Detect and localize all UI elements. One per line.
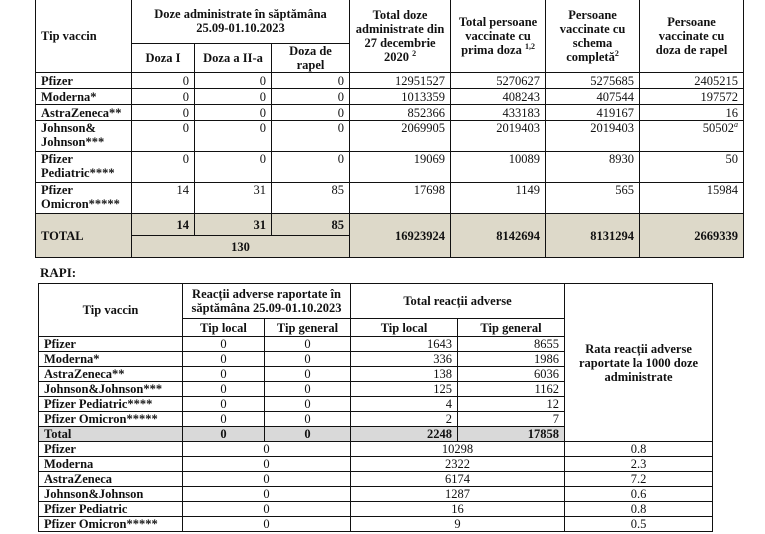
total-sum-value: 1287 <box>351 487 565 502</box>
doza-ii-value: 0 <box>195 73 272 89</box>
total-local-value: 336 <box>351 352 458 367</box>
vaccin-name: AstraZeneca** <box>39 367 183 382</box>
weekly-general-value: 0 <box>265 337 351 352</box>
weekly-sum-value: 0 <box>183 457 351 472</box>
total-general-value: 1986 <box>458 352 565 367</box>
total-sum-value: 2322 <box>351 457 565 472</box>
booster-value: 197572 <box>640 89 744 105</box>
weekly-sum-value: 0 <box>183 442 351 457</box>
table-row <box>36 152 744 183</box>
summary-row <box>39 442 713 457</box>
table-row <box>36 89 744 105</box>
complete-value: 407544 <box>546 89 640 105</box>
table-row <box>36 121 744 152</box>
summary-row <box>39 502 713 517</box>
header-weekly-local: Tip local <box>183 319 265 337</box>
header-doza-ii: Doza a II-a <box>195 44 272 73</box>
total-booster-sum: 2669339 <box>640 214 744 258</box>
doza-i-value: 0 <box>132 105 195 121</box>
total-general-value: 6036 <box>458 367 565 382</box>
doza-ii-value: 0 <box>195 105 272 121</box>
weekly-general-value: 0 <box>265 352 351 367</box>
first-dose-value: 1149 <box>451 183 546 214</box>
header-total-general: Tip general <box>458 319 565 337</box>
first-dose-value: 5270627 <box>451 73 546 89</box>
weekly-local-value: 0 <box>183 337 265 352</box>
total-doses-value: 2069905 <box>350 121 451 152</box>
total-row <box>36 214 744 236</box>
vaccin-name: AstraZeneca <box>39 472 183 487</box>
weekly-general-value: 0 <box>265 382 351 397</box>
rate-value: 0.6 <box>565 487 713 502</box>
total-first-dose-sum: 8142694 <box>451 214 546 258</box>
header-total-reactions: Total reacții adverse <box>351 284 565 319</box>
header-rate: Rata reacții adverse raportate la 1000 doze administrate <box>565 284 713 442</box>
total-doses-value: 19069 <box>350 152 451 183</box>
rate-value: 7.2 <box>565 472 713 487</box>
total-complete-sum: 8131294 <box>546 214 640 258</box>
complete-value: 8930 <box>546 152 640 183</box>
first-dose-value: 2019403 <box>451 121 546 152</box>
total-local-sum: 2248 <box>351 427 458 442</box>
booster-value: 50502$^a$ <box>640 121 744 152</box>
total-general-value: 8655 <box>458 337 565 352</box>
vaccin-name: Johnson& Johnson*** <box>36 121 132 152</box>
rate-value: 0.8 <box>565 502 713 517</box>
weekly-sum-value: 0 <box>183 517 351 532</box>
total-doza-i: 14 <box>132 214 195 236</box>
doza-ii-value: 0 <box>195 121 272 152</box>
total-local-value: 138 <box>351 367 458 382</box>
weekly-local-value: 0 <box>183 412 265 427</box>
header-weekly-reactions: Reacții adverse raportate în săptămâna 25.09-01.10.2023 <box>183 284 351 319</box>
total-doza-ii: 31 <box>195 214 272 236</box>
total-general-value: 1162 <box>458 382 565 397</box>
header-weekly-doses: Doze administrate în săptămâna 25.09-01.10.2023 <box>132 0 350 44</box>
vaccin-name: Pfizer <box>39 442 183 457</box>
header-booster-persons: Persoane vaccinate cu doza de rapel <box>640 0 744 73</box>
summary-row <box>39 487 713 502</box>
doza-rapel-value: 0 <box>272 121 350 152</box>
first-dose-value: 433183 <box>451 105 546 121</box>
rate-value: 0.8 <box>565 442 713 457</box>
complete-value: 2019403 <box>546 121 640 152</box>
vaccin-name: Pfizer Pediatric <box>39 502 183 517</box>
weekly-local-value: 0 <box>183 397 265 412</box>
vaccination-doses-table <box>35 0 744 258</box>
total-weekly-sum: 130 <box>132 236 350 258</box>
total-general-value: 7 <box>458 412 565 427</box>
weekly-general-value: 0 <box>265 367 351 382</box>
total-weekly-local: 0 <box>183 427 265 442</box>
vaccin-name: Pfizer Omicron***** <box>39 412 183 427</box>
table-row <box>36 183 744 214</box>
doza-i-value: 0 <box>132 89 195 105</box>
header-doza-i: Doza I <box>132 44 195 73</box>
header-total-doses: Total doze administrate din 27 decembrie 2020 $^2$ <box>350 0 451 73</box>
doza-rapel-value: 0 <box>272 105 350 121</box>
doza-i-value: 0 <box>132 73 195 89</box>
header-tip-vaccin: Tip vaccin <box>39 284 183 337</box>
total-doses-value: 1013359 <box>350 89 451 105</box>
weekly-sum-value: 0 <box>183 502 351 517</box>
doza-i-value: 0 <box>132 121 195 152</box>
weekly-sum-value: 0 <box>183 472 351 487</box>
total-doses-value: 12951527 <box>350 73 451 89</box>
doza-ii-value: 31 <box>195 183 272 214</box>
vaccin-name: Pfizer <box>39 337 183 352</box>
header-complete-schema: Persoane vaccinate cu schema completă$^2$ <box>546 0 640 73</box>
header-doza-rapel: Doza de rapel <box>272 44 350 73</box>
vaccin-name: Moderna* <box>36 89 132 105</box>
complete-value: 419167 <box>546 105 640 121</box>
weekly-general-value: 0 <box>265 412 351 427</box>
total-local-value: 1643 <box>351 337 458 352</box>
total-doses-value: 17698 <box>350 183 451 214</box>
total-sum-value: 16 <box>351 502 565 517</box>
total-local-value: 2 <box>351 412 458 427</box>
rate-value: 0.5 <box>565 517 713 532</box>
doza-rapel-value: 0 <box>272 73 350 89</box>
doza-rapel-value: 85 <box>272 183 350 214</box>
first-dose-value: 10089 <box>451 152 546 183</box>
total-local-value: 4 <box>351 397 458 412</box>
total-doses-value: 852366 <box>350 105 451 121</box>
total-doses-sum: 16923924 <box>350 214 451 258</box>
total-sum-value: 10298 <box>351 442 565 457</box>
doza-ii-value: 0 <box>195 152 272 183</box>
header-weekly-general: Tip general <box>265 319 351 337</box>
complete-value: 5275685 <box>546 73 640 89</box>
total-weekly-general: 0 <box>265 427 351 442</box>
header-tip-vaccin: Tip vaccin <box>36 0 132 73</box>
weekly-local-value: 0 <box>183 352 265 367</box>
total-general-sum: 17858 <box>458 427 565 442</box>
total-doza-rapel: 85 <box>272 214 350 236</box>
weekly-local-value: 0 <box>183 367 265 382</box>
summary-row <box>39 472 713 487</box>
doza-rapel-value: 0 <box>272 152 350 183</box>
doza-ii-value: 0 <box>195 89 272 105</box>
complete-value: 565 <box>546 183 640 214</box>
doza-rapel-value: 0 <box>272 89 350 105</box>
table-row <box>36 73 744 89</box>
rapi-section-label: RAPI: <box>40 265 77 280</box>
booster-value: 2405215 <box>640 73 744 89</box>
weekly-sum-value: 0 <box>183 487 351 502</box>
vaccin-name: Pfizer <box>36 73 132 89</box>
vaccin-name: AstraZeneca** <box>36 105 132 121</box>
header-total-local: Tip local <box>351 319 458 337</box>
doza-i-value: 14 <box>132 183 195 214</box>
header-total-first-dose: Total persoane vaccinate cu prima doza $^{1,2}$ <box>451 0 546 73</box>
vaccin-name: Johnson&Johnson*** <box>39 382 183 397</box>
vaccin-name: Pfizer Pediatric**** <box>36 152 132 183</box>
total-general-value: 12 <box>458 397 565 412</box>
total-label: Total <box>39 427 183 442</box>
summary-row <box>39 517 713 532</box>
booster-value: 50 <box>640 152 744 183</box>
vaccin-name: Johnson&Johnson <box>39 487 183 502</box>
vaccin-name: Pfizer Omicron***** <box>36 183 132 214</box>
table-row <box>36 105 744 121</box>
total-sum-value: 6174 <box>351 472 565 487</box>
weekly-general-value: 0 <box>265 397 351 412</box>
adverse-reactions-table <box>38 283 713 532</box>
vaccin-name: Pfizer Omicron***** <box>39 517 183 532</box>
first-dose-value: 408243 <box>451 89 546 105</box>
booster-value: 16 <box>640 105 744 121</box>
total-local-value: 125 <box>351 382 458 397</box>
total-label: TOTAL <box>36 214 132 258</box>
vaccin-name: Moderna <box>39 457 183 472</box>
weekly-local-value: 0 <box>183 382 265 397</box>
vaccin-name: Pfizer Pediatric**** <box>39 397 183 412</box>
rate-value: 2.3 <box>565 457 713 472</box>
vaccin-name: Moderna* <box>39 352 183 367</box>
booster-value: 15984 <box>640 183 744 214</box>
doza-i-value: 0 <box>132 152 195 183</box>
total-sum-value: 9 <box>351 517 565 532</box>
summary-row <box>39 457 713 472</box>
